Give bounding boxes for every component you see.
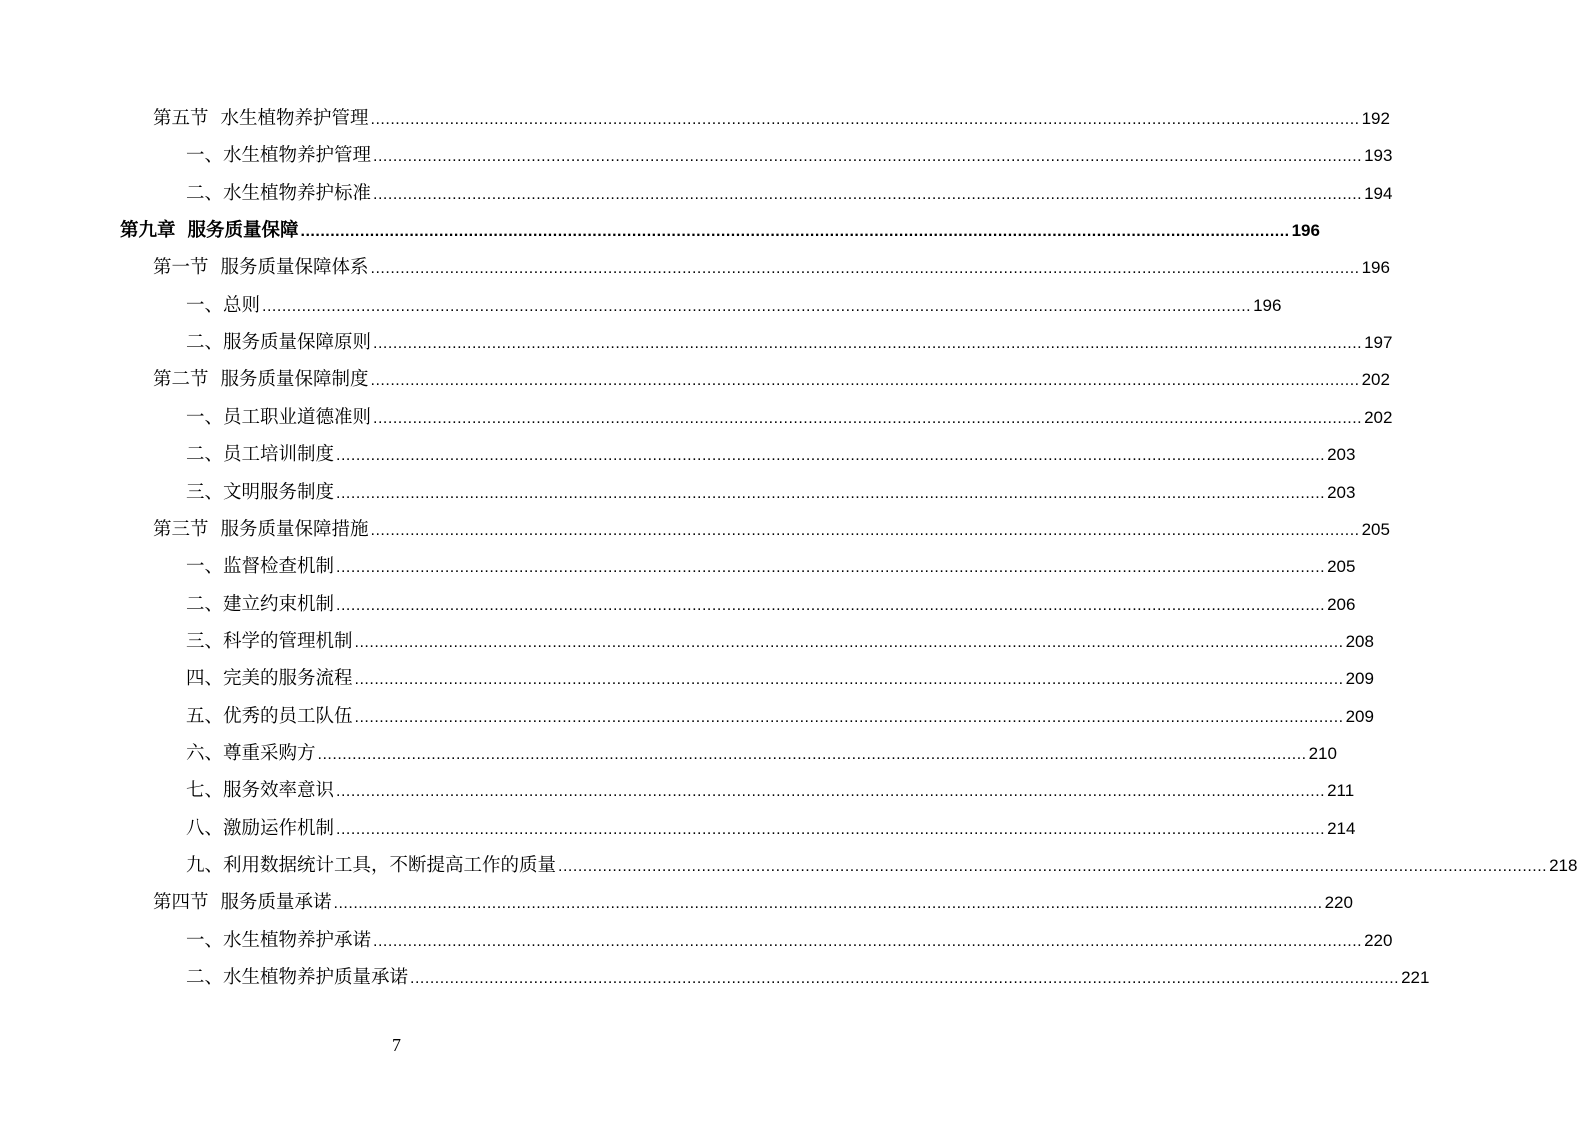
toc-entry-page: 202 [1361, 370, 1390, 390]
toc-entry-number: 二、 [186, 967, 224, 989]
toc-entry-page: 208 [1345, 631, 1374, 651]
toc-entry-page: 193 [1364, 146, 1393, 166]
toc-entry-title [120, 212, 299, 249]
toc-entry-number: 七、 [186, 780, 224, 802]
toc-entry-title [186, 922, 371, 959]
toc-subsection-entry[interactable] [186, 324, 1393, 361]
toc-dot-leader: ........................................................................................................................................................................................................ [373, 932, 1363, 950]
toc-entry-title [186, 399, 371, 436]
toc-subsection-entry[interactable] [186, 698, 1374, 735]
toc-entry-title [186, 175, 371, 212]
toc-entry-title [186, 474, 334, 511]
toc-dot-leader: ........................................................................................................................................................................................................ [373, 409, 1363, 427]
toc-dot-leader: ........................................................................................................................................................................................................ [262, 297, 1252, 315]
toc-entry-label: 完美的服务流程 [223, 668, 353, 690]
toc-dot-leader: ........................................................................................................................................................................................................ [373, 185, 1363, 203]
toc-entry-number: 三、 [186, 630, 224, 652]
toc-entry-label: 水生植物养护管理 [220, 108, 369, 129]
toc-entry-title [153, 361, 369, 398]
toc-entry-number: 第二节 [153, 369, 209, 391]
toc-subsection-entry[interactable] [186, 660, 1374, 697]
toc-entry-title [153, 511, 369, 548]
toc-entry-page: 214 [1327, 818, 1356, 838]
toc-subsection-entry[interactable] [186, 287, 1282, 324]
toc-entry-number: 二、 [186, 182, 224, 204]
toc-entry-label: 员工培训制度 [223, 444, 335, 466]
toc-entry-number: 三、 [186, 481, 224, 503]
toc-subsection-entry[interactable] [186, 399, 1393, 436]
toc-subsection-entry[interactable] [186, 772, 1355, 809]
toc-entry-number: 二、 [186, 593, 224, 615]
toc-entry-label: 尊重采购方 [223, 742, 316, 764]
toc-chapter-entry[interactable] [120, 212, 1320, 249]
toc-entry-page: 211 [1327, 781, 1355, 801]
toc-entry-number: 第五节 [153, 108, 209, 129]
toc-entry-label: 服务质量保障原则 [223, 332, 372, 354]
toc-entry-page: 196 [1361, 258, 1390, 278]
toc-entry-page: 220 [1364, 930, 1393, 950]
toc-entry-page: 203 [1327, 445, 1356, 465]
toc-entry-label: 服务质量保障制度 [220, 369, 369, 391]
toc-entry-label: 服务质量保障体系 [220, 257, 369, 279]
toc-entry-page: 209 [1345, 669, 1374, 689]
toc-dot-leader: ........................................................................................................................................................................................................ [336, 783, 1326, 801]
toc-entry-label: 水生植物养护标准 [223, 182, 372, 204]
toc-entry-number: 八、 [186, 817, 224, 839]
toc-entry-number: 五、 [186, 705, 224, 727]
toc-entry-title [186, 735, 316, 772]
toc-entry-page: 209 [1345, 706, 1374, 726]
toc-entry-number: 一、 [186, 406, 224, 428]
toc-dot-leader: ........................................................................................................................................................................................................ [354, 633, 1344, 651]
toc-section-entry[interactable] [153, 884, 1353, 921]
toc-entry-title [186, 324, 371, 361]
toc-entry-number: 第四节 [153, 892, 209, 914]
toc-entry-title [186, 698, 353, 735]
toc-entry-label: 激励运作机制 [223, 817, 335, 839]
toc-dot-leader: ........................................................................................................................................................................................................ [370, 521, 1360, 539]
toc-entry-number: 第一节 [153, 257, 209, 279]
toc-entry-page: 205 [1361, 519, 1390, 539]
toc-entry-number: 一、 [186, 294, 224, 316]
toc-entry-label: 水生植物养护管理 [223, 145, 372, 167]
toc-entry-page: 196 [1253, 295, 1282, 315]
toc-dot-leader: ........................................................................................................................................................................................................ [354, 671, 1344, 689]
toc-dot-leader: ........................................................................................................................................................................................................ [336, 447, 1326, 465]
toc-entry-title [153, 249, 369, 286]
toc-dot-leader: ........................................................................................................................................................................................................ [410, 970, 1400, 988]
toc-section-entry[interactable] [153, 361, 1390, 398]
toc-dot-leader: ........................................................................................................................................................................................................ [354, 708, 1344, 726]
toc-subsection-entry[interactable] [186, 959, 1430, 996]
toc-entry-label: 文明服务制度 [223, 481, 335, 503]
toc-dot-leader: ........................................................................................................................................................................................................ [558, 858, 1548, 875]
toc-entry-label: 服务质量保障 [187, 220, 299, 242]
toc-entry-number: 四、 [186, 668, 224, 690]
toc-entry-number: 一、 [186, 556, 224, 578]
toc-dot-leader: ........................................................................................................................................................................................................ [373, 335, 1363, 353]
toc-section-entry[interactable] [153, 249, 1390, 286]
toc-entry-label: 服务质量承诺 [220, 892, 332, 914]
toc-dot-leader: ........................................................................................................................................................................................................ [336, 559, 1326, 577]
toc-entry-label: 员工职业道德准则 [223, 406, 372, 428]
toc-entry-number: 一、 [186, 929, 224, 951]
toc-entry-page: 202 [1364, 407, 1393, 427]
toc-entry-title [153, 884, 332, 921]
toc-entry-number: 二、 [186, 444, 224, 466]
toc-subsection-entry[interactable] [186, 847, 1577, 884]
toc-entry-page: 197 [1364, 333, 1393, 353]
toc-entry-label: 监督检查机制 [223, 556, 335, 578]
toc-subsection-entry[interactable] [186, 137, 1393, 174]
toc-entry-title [153, 100, 369, 137]
toc-dot-leader: ........................................................................................................................................................................................................ [336, 484, 1326, 502]
toc-subsection-entry[interactable] [186, 586, 1356, 623]
toc-entry-title [186, 548, 334, 585]
toc-entry-number: 一、 [186, 145, 224, 167]
toc-entry-title [186, 959, 408, 996]
toc-entry-number: 六、 [186, 742, 224, 764]
toc-subsection-entry[interactable] [186, 735, 1337, 772]
toc-section-entry[interactable] [153, 511, 1390, 548]
toc-entry-number: 第九章 [120, 220, 176, 242]
toc-entry-page: 196 [1291, 221, 1320, 241]
toc-entry-label: 服务质量保障措施 [220, 518, 369, 540]
toc-dot-leader: ........................................................................................................................................................................................................ [370, 111, 1360, 128]
toc-dot-leader: ........................................................................................................................................................................................................ [370, 260, 1360, 278]
toc-entry-page: 218 [1549, 856, 1577, 875]
toc-dot-leader: ........................................................................................................................................................................................................ [300, 223, 1290, 241]
toc-entry-page: 205 [1327, 557, 1356, 577]
toc-entry-label: 科学的管理机制 [223, 630, 353, 652]
toc-subsection-entry[interactable] [186, 474, 1356, 511]
toc-dot-leader: ........................................................................................................................................................................................................ [317, 745, 1307, 763]
toc-subsection-entry[interactable] [186, 175, 1393, 212]
toc-subsection-entry[interactable] [186, 922, 1393, 959]
toc-entry-label: 总则 [223, 294, 261, 316]
toc-entry-label: 优秀的员工队伍 [223, 705, 353, 727]
toc-dot-leader: ........................................................................................................................................................................................................ [336, 596, 1326, 614]
toc-entry-label: 利用数据统计工具，不断提高工作的质量 [223, 855, 557, 876]
toc-entry-title [186, 847, 556, 884]
toc-entry-label: 水生植物养护质量承诺 [223, 967, 409, 989]
toc-dot-leader: ........................................................................................................................................................................................................ [370, 372, 1360, 390]
toc-entry-title [186, 623, 353, 660]
toc-entry-page: 194 [1364, 183, 1393, 203]
toc-entry-title [186, 660, 353, 697]
toc-entry-label: 建立约束机制 [223, 593, 335, 615]
toc-entry-page: 221 [1401, 968, 1430, 988]
toc-entry-title [186, 772, 334, 809]
toc-entry-page: 220 [1324, 893, 1353, 913]
toc-section-entry[interactable] [153, 100, 1390, 137]
page-number: 7 [392, 1035, 401, 1055]
toc-subsection-entry[interactable] [186, 810, 1356, 847]
toc-entry-title [186, 586, 334, 623]
toc-dot-leader: ........................................................................................................................................................................................................ [333, 895, 1323, 913]
toc-entry-label: 服务效率意识 [223, 780, 335, 802]
toc-entry-title [186, 436, 334, 473]
toc-entry-title [186, 137, 371, 174]
toc-entry-page: 203 [1327, 482, 1356, 502]
toc-entry-title [186, 810, 334, 847]
toc-entry-label: 水生植物养护承诺 [223, 929, 372, 951]
toc-subsection-entry[interactable] [186, 548, 1356, 585]
toc-dot-leader: ........................................................................................................................................................................................................ [336, 820, 1326, 838]
toc-entry-title [186, 287, 260, 324]
toc-entry-number: 九、 [186, 855, 224, 876]
toc-entry-page: 210 [1308, 743, 1337, 763]
toc-entry-number: 第三节 [153, 518, 209, 540]
toc-subsection-entry[interactable] [186, 436, 1356, 473]
toc-subsection-entry[interactable] [186, 623, 1374, 660]
toc-entry-page: 206 [1327, 594, 1356, 614]
toc-dot-leader: ........................................................................................................................................................................................................ [373, 148, 1363, 166]
toc-entry-page: 192 [1361, 109, 1390, 128]
toc-entry-number: 二、 [186, 332, 224, 354]
